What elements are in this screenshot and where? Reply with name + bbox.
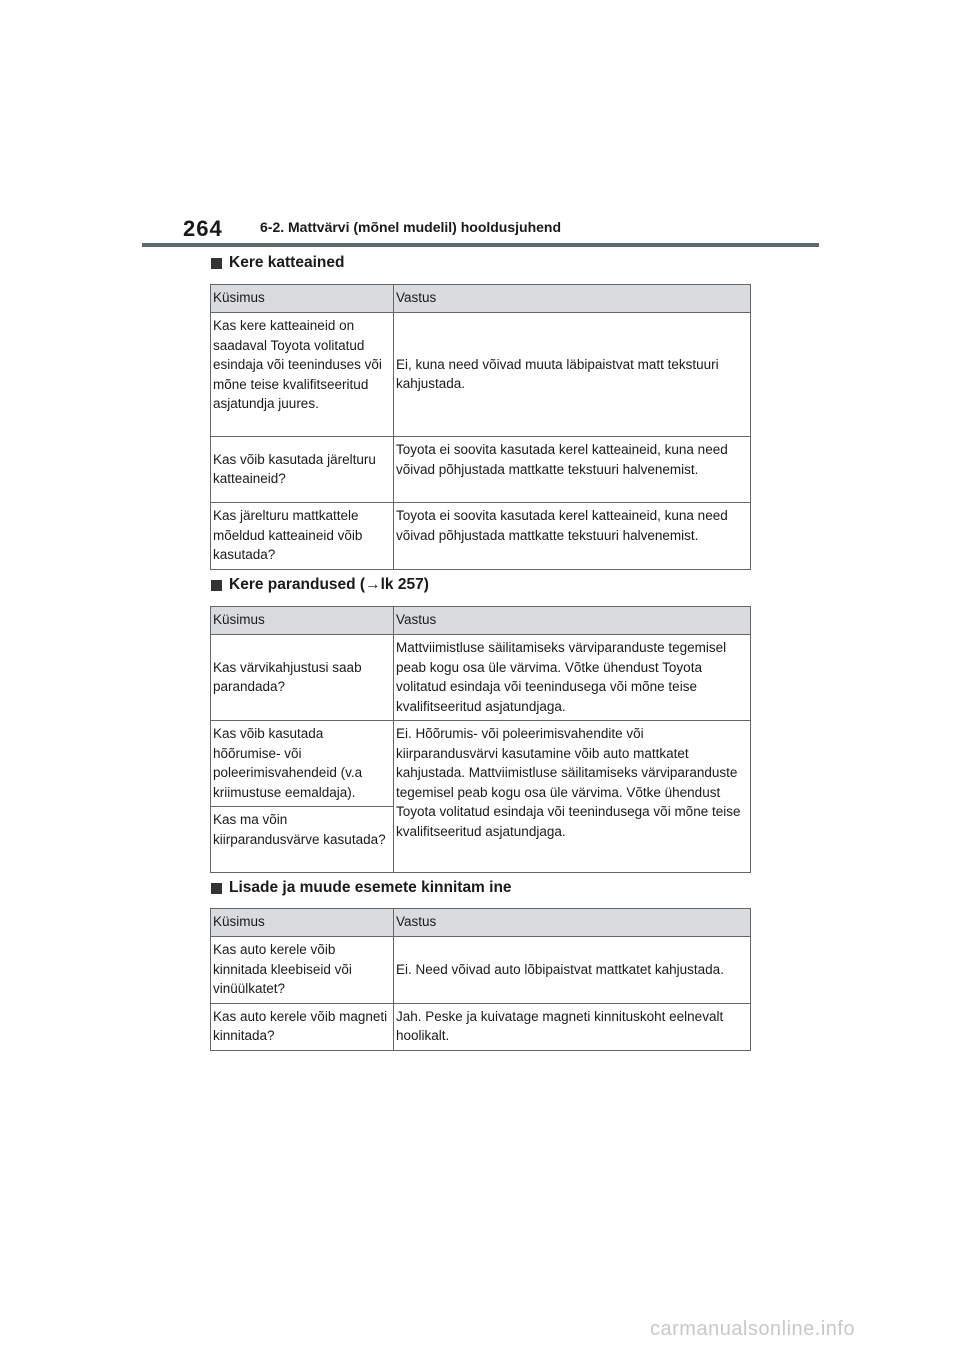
table-row [211,313,751,437]
section-heading-kere-katteained [211,254,344,272]
column-header-vastus: Vastus [394,607,751,635]
table-header-row [211,909,751,937]
table-header-row [211,285,751,313]
question-cell: Kas värvikahjustusi saab parandada? [211,635,394,721]
table-kere-katteained [210,284,751,570]
answer-cell: Ei. Hõõrumis- või poleerimisvahendite või kiirparandusvärvi kasutamine võib auto mattkatet kahjustada. Mattviimistluse säilitamiseks värviparanduste tegemisel peab kogu osa üle värvima. Võtke ühendust Toyota volitatud esindaja või teenindusega või mõne teise kvalifitseeritud asjatundjaga. [394,721,751,873]
table-row [211,503,751,570]
square-bullet-icon [211,258,222,269]
table-row [211,937,751,1004]
question-cell: Kas ma võin kiirparandusvärve kasutada? [211,807,394,873]
column-header-vastus: Vastus [394,909,751,937]
section-heading-kere-parandused [211,576,429,594]
answer-cell: Mattviimistluse säilitamiseks värviparanduste tegemisel peab kogu osa üle värvima. Võtke ühendust Toyota volitatud esindaja või teenindusega või mõne teise kvalifitseeritud asjatundjaga. [394,635,751,721]
answer-cell: Jah. Peske ja kuivatage magneti kinnituskoht eelnevalt hoolikalt. [394,1003,751,1050]
column-header-kysimus: Küsimus [211,909,394,937]
answer-cell: Ei. Need võivad auto lõbipaistvat mattkatet kahjustada. [394,937,751,1004]
header-rule [142,243,819,247]
chapter-title: 6-2. Mattvärvi (mõnel mudelil) hooldusjuhend [260,219,562,235]
square-bullet-icon [211,580,222,591]
page-number: 264 [183,216,223,241]
table-kere-parandused [210,606,751,873]
column-header-kysimus: Küsimus [211,285,394,313]
question-cell: Kas võib kasutada järelturu katteaineid? [211,437,394,503]
table-row [211,437,751,503]
section-title: Lisade ja muude esemete kinnitam ine [229,879,512,896]
table-header-row [211,607,751,635]
table-lisade-kinnitamine [210,908,751,1051]
answer-cell: Toyota ei soovita kasutada kerel katteaineid, kuna need võivad põhjustada mattkatte tekstuuri halvenemist. [394,503,751,570]
table-row [211,635,751,721]
section-title: Kere katteained [229,254,345,271]
watermark: carmanualsonline.info [650,1318,856,1340]
question-cell: Kas auto kerele võib kinnitada kleebiseid või vinüülkatet? [211,937,394,1004]
answer-cell: Ei, kuna need võivad muuta läbipaistvat matt tekstuuri kahjustada. [394,313,751,437]
question-cell: Kas võib kasutada hõõrumise- või poleerimisvahendeid (v.a kriimustuse eemaldaja). [211,721,394,807]
column-header-vastus: Vastus [394,285,751,313]
section-title: Kere parandused (→lk 257) [229,576,429,593]
question-cell: Kas kere katteaineid on saadaval Toyota volitatud esindaja või teeninduses või mõne teise kvalifitseeritud asjatundja juures. [211,313,394,437]
section-heading-lisade-kinnitamine [211,879,512,897]
question-cell: Kas auto kerele võib magneti kinnitada? [211,1003,394,1050]
table-row [211,1003,751,1050]
question-cell: Kas järelturu mattkattele mõeldud katteaineid võib kasutada? [211,503,394,570]
column-header-kysimus: Küsimus [211,607,394,635]
square-bullet-icon [211,883,222,894]
table-row [211,721,751,807]
answer-cell: Toyota ei soovita kasutada kerel katteaineid, kuna need võivad põhjustada mattkatte tekstuuri halvenemist. [394,437,751,503]
